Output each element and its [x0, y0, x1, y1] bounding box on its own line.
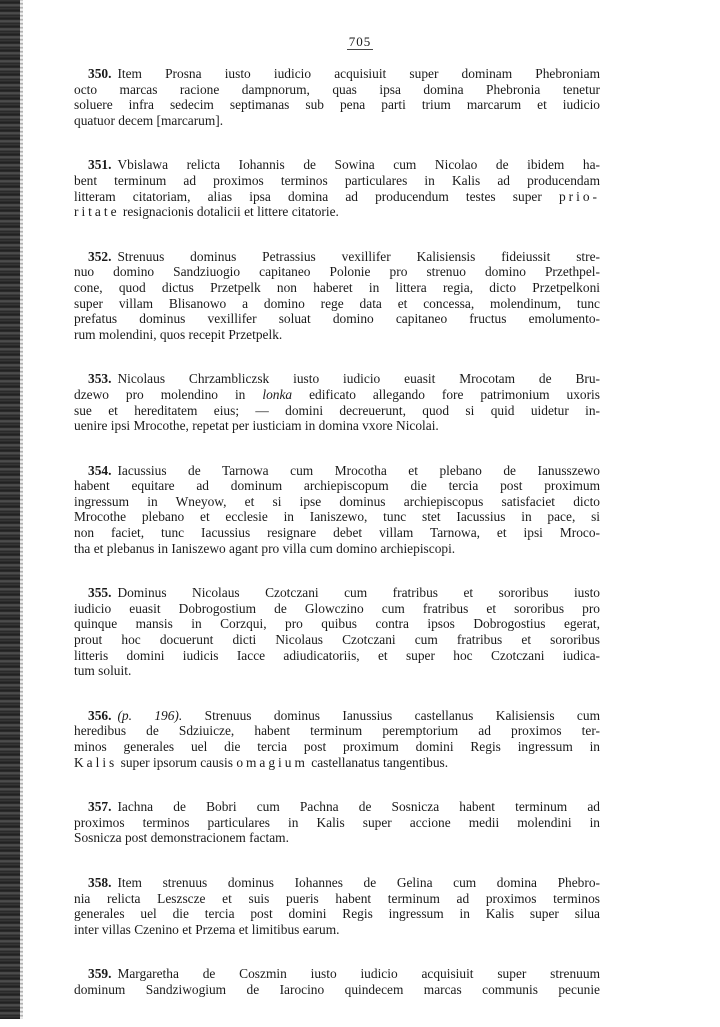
- page-reference: (p. 196).: [117, 707, 183, 723]
- entry-354: 354. Iacussius de Tarnowa cum Mrocotha et plebano de Ianusszewo habent equitare ad dominum archiepiscopum die tercia post proximum ingressum in Wneyow, et si ipse dominus archiepiscopus satisfaciet dicto Mrocothe plebano et ecclesie in Ianiszewo, tunc stet Iacussius in pace, si non faciet, tunc Iacussius resignare debet villam Tarnowa, et ipsi Mroco- tha et plebanus in Ianiszewo agant pro villa cum domino archiepiscopi.: [74, 462, 600, 556]
- entry-359: 359. Margaretha de Coszmin iusto iudicio acquisiuit super strenuum dominum Sandziwogium de Iarocino quindecem marcas communis pecunie: [74, 966, 600, 997]
- entry-number: 357.: [88, 799, 112, 815]
- document-body: [74, 66, 600, 1027]
- entry-358: 358. Item strenuus dominus Iohannes de Gelina cum domina Phebro- nia relicta Leszscze et suis pueris habent terminum ad proximos terminos generales uel die tercia post domini Regis ingressum in Kalis super silua inter villas Czenino et Przema et limitibus earum.: [74, 874, 600, 937]
- entry-351: 351. Vbislawa relicta Iohannis de Sowina cum Nicolao de ibidem ha- bent terminum ad proximos terminos particulares in Kalis ad producendam litteram citatoriam, alias ipsa domina ad producendum testes super prio- ritate resignacionis dotalicii et littere citatorie.: [74, 157, 600, 220]
- entry-356: 356. (p. 196). Strenuus dominus Ianussius castellanus Kalisiensis cum heredibus de Sdziuicze, habent terminum peremptorium ad proximos ter- minos generales uel die tercia post proximum domini Regis ingressum in Kalis super ipsorum causis omagium castellanatus tangentibus.: [74, 707, 600, 770]
- scan-binding-edge: [0, 0, 20, 1019]
- entry-357: 357. Iachna de Bobri cum Pachna de Sosnicza habent terminum ad proximos terminos particulares in Kalis super accione medii molendini in Sosnicza post demonstracionem factam.: [74, 799, 600, 846]
- entry-number: 352.: [88, 248, 112, 264]
- entry-number: 358.: [88, 874, 112, 890]
- entry-353: 353. Nicolaus Chrzambliczsk iusto iudicio euasit Mrocotam de Bru- dzewo pro molendino in lonka edificato allegando fore patrimonium uxoris sue et hereditatem eius; — domini decreuerunt, quod si quid uidetur in- uenire ipsi Mrocothe, repetat per iusticiam in domina vxore Nicolai.: [74, 371, 600, 434]
- entry-number: 350.: [88, 66, 112, 81]
- entry-number: 353.: [88, 371, 112, 387]
- entry-number: 351.: [88, 157, 112, 173]
- entry-number: 354.: [88, 462, 112, 478]
- entry-352: 352. Strenuus dominus Petrassius vexillifer Kalisiensis fideiussit stre- nuo domino Sandziuogio capitaneo Polonie pro strenuo domino Przethpel- cone, quod dictus Przetpelk non haberet in littera regia, dicto Przetpelkoni super villam Blisanowo a domino rege data et concessa, molendinum, tunc prefatus dominus vexillifer soluat domino capitaneo fructus emolumento- rum molendini, quos recepit Przetpelk.: [74, 248, 600, 342]
- entry-number: 359.: [88, 966, 112, 982]
- entry-number: 355.: [88, 585, 112, 601]
- entry-355: 355. Dominus Nicolaus Czotczani cum fratribus et sororibus iusto iudicio euasit Dobrogostium de Glowczino cum fratribus et sororibus pro quinque mansis in Corzqui, pro quibus contra ipsos Dobrogostius egerat, prout hoc docuerunt dicti Nicolaus Czotczani cum fratribus et sororibus litteris domini iudicis Iacce adiudicatoriis, et super hoc Czotczani iudica- tum soluit.: [74, 585, 600, 679]
- entry-350: 350. Item Prosna iusto iudicio acquisiuit super dominam Phebroniam octo marcas racione dampnorum, quas ipsa domina Phebronia tenetur soluere infra sedecim septimanas sub pena parti trium marcarum et iudicio quatuor decem [marcarum].: [74, 66, 600, 128]
- page-number: 705: [348, 34, 372, 49]
- entry-number: 356.: [88, 707, 112, 723]
